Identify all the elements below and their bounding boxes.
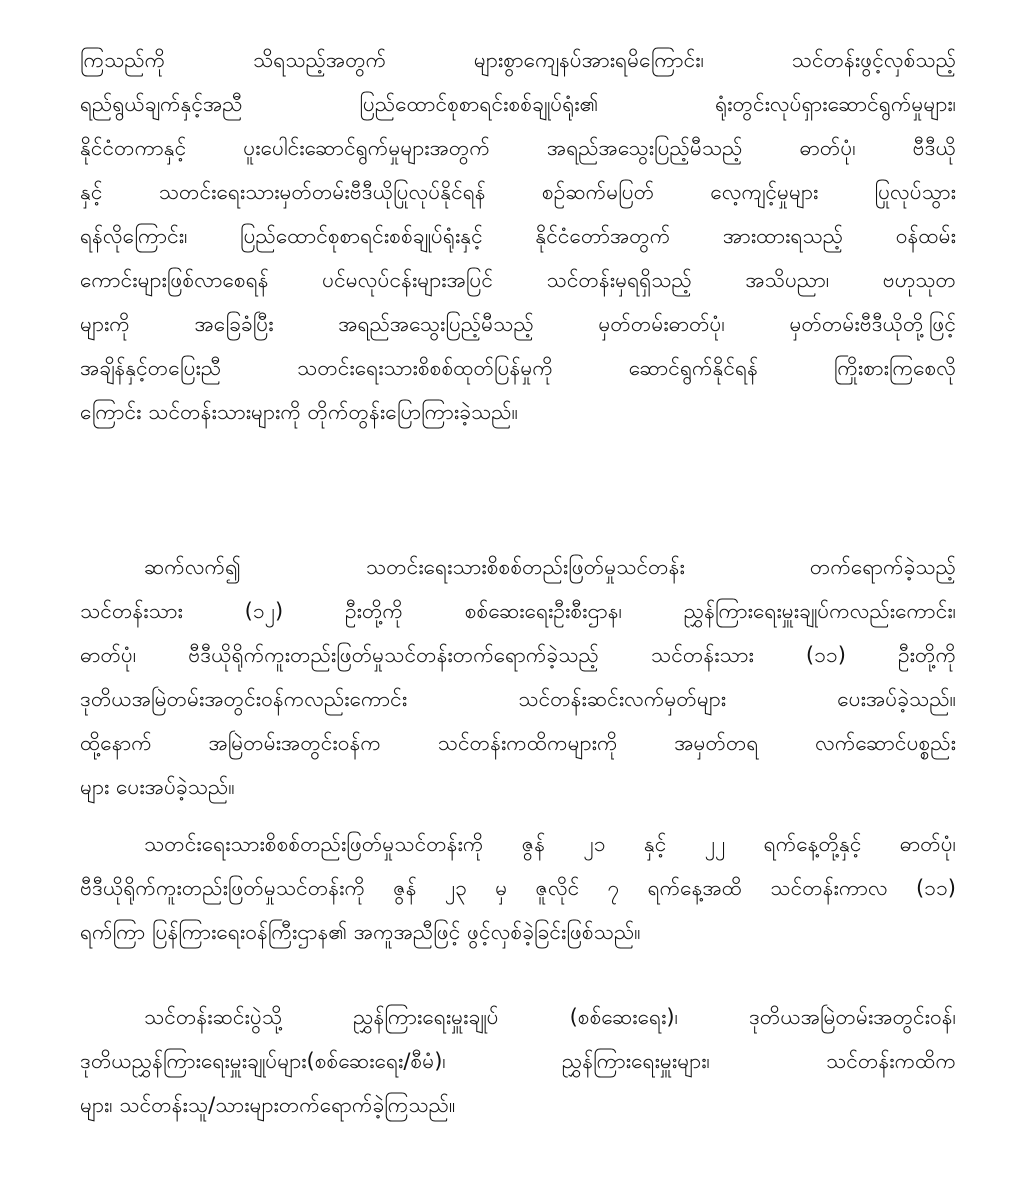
text-line: များ၊ သင်တန်းသူ/သားများတက်ရောက်ခဲ့ကြသည်။ xyxy=(80,1093,456,1117)
text-line: သင်တန်းဆင်းပွဲသို့ ညွှန်ကြားရေးမှူးချုပ် (စစ်ဆေးရေး)၊ ဒုတိယအမြဲတမ်းအတွင်းဝန်၊ xyxy=(144,1005,956,1029)
text-line: ကြောင်း သင်တန်းသားများကို တိုက်တွန်းပြောကြားခဲ့သည်။ xyxy=(80,400,518,424)
text-line: နိုင်ငံတကာနှင့် ပူးပေါင်းဆောင်ရွက်မှုများအတွက် အရည်အသွေးပြည့်မီသည့် ဓာတ်ပုံ၊ ဗီဒီယို xyxy=(80,136,956,160)
text-line: ကြသည်ကို သိရသည့်အတွက် များစွာကျေနပ်အားရမိကြောင်း၊ သင်တန်းဖွင့်လှစ်သည့် xyxy=(80,48,956,72)
paragraph-3 xyxy=(80,822,956,954)
text-line: ထို့နောက် အမြဲတမ်းအတွင်းဝန်က သင်တန်းကထိကများကို အမှတ်တရ လက်ဆောင်ပစ္စည်း xyxy=(80,731,956,755)
text-line: ကောင်းများဖြစ်လာစေရန် ပင်မလုပ်ငန်းများအပြင် သင်တန်းမှရရှိသည့် အသိပညာ၊ ဗဟုသုတ xyxy=(80,268,956,292)
text-line: ရည်ရွယ်ချက်နှင့်အညီ ပြည်ထောင်စုစာရင်းစစ်ချုပ်ရုံး၏ ရုံးတွင်းလုပ်ရှားဆောင်ရွက်မှုများ၊ xyxy=(80,92,956,116)
text-line: များကို အခြေခံပြီး အရည်အသွေးပြည့်မီသည့် မှတ်တမ်းဓာတ်ပုံ၊ မှတ်တမ်းဗီဒီယိုတို့ဖြင့် xyxy=(80,312,956,336)
text-line: နှင့် သတင်းရေးသားမှတ်တမ်းဗီဒီယိုပြုလုပ်နိုင်ရန် စဉ်ဆက်မပြတ် လေ့ကျင့်မှုများ ပြုလုပ်သွား xyxy=(80,180,956,204)
text-line: သတင်းရေးသားစိစစ်တည်းဖြတ်မှုသင်တန်းကို ဇွန် ၂၁ နှင့် ၂၂ ရက်နေ့တို့နှင့် ဓာတ်ပုံ၊ xyxy=(144,832,956,856)
paragraph-2 xyxy=(80,545,956,809)
text-line: ဒုတိယညွှန်ကြားရေးမှူးချုပ်များ(စစ်ဆေးရေး/စီမံ)၊ ညွှန်ကြားရေးမှူးများ၊ သင်တန်းကထိက xyxy=(80,1049,956,1073)
text-line: ဒုတိယအမြဲတမ်းအတွင်းဝန်ကလည်းကောင်း သင်တန်းဆင်းလက်မှတ်များ ပေးအပ်ခဲ့သည်။ xyxy=(80,687,956,711)
paragraph-4 xyxy=(80,995,956,1127)
text-line: ရက်ကြာ ပြန်ကြားရေးဝန်ကြီးဌာန၏ အကူအညီဖြင့် ဖွင့်လှစ်ခဲ့ခြင်းဖြစ်သည်။ xyxy=(80,920,641,944)
text-line: အချိန်နှင့်တပြေးညီ သတင်းရေးသားစိစစ်ထုတ်ပြန်မှုကို ဆောင်ရွက်နိုင်ရန် ကြိုးစားကြစေလို xyxy=(80,356,956,380)
text-line: သင်တန်းသား (၁၂) ဦးတို့ကို စစ်ဆေးရေးဦးစီးဌာန၊ ညွှန်ကြားရေးမှူးချုပ်ကလည်းကောင်း၊ xyxy=(80,599,956,623)
text-line: ရန်လိုကြောင်း၊ ပြည်ထောင်စုစာရင်းစစ်ချုပ်ရုံးနှင့် နိုင်ငံတော်အတွက် အားထားရသည့် ဝန်ထမ်း xyxy=(80,224,956,248)
text-line: ဗီဒီယိုရိုက်ကူးတည်းဖြတ်မှုသင်တန်းကို ဇွန် ၂၃ မှ ဇူလိုင် ၇ ရက်နေ့အထိ သင်တန်းကာလ (၁၁) xyxy=(80,876,956,900)
text-line: များ ပေးအပ်ခဲ့သည်။ xyxy=(80,775,235,799)
text-line: ဆက်လက်၍ သတင်းရေးသားစိစစ်တည်းဖြတ်မှုသင်တန်း တက်ရောက်ခဲ့သည့် xyxy=(144,555,956,579)
paragraph-1 xyxy=(80,38,956,434)
text-line: ဓာတ်ပုံ၊ ဗီဒီယိုရိုက်ကူးတည်းဖြတ်မှုသင်တန်းတက်ရောက်ခဲ့သည့် သင်တန်းသား (၁၁) ဦးတို့ကို xyxy=(80,643,956,667)
